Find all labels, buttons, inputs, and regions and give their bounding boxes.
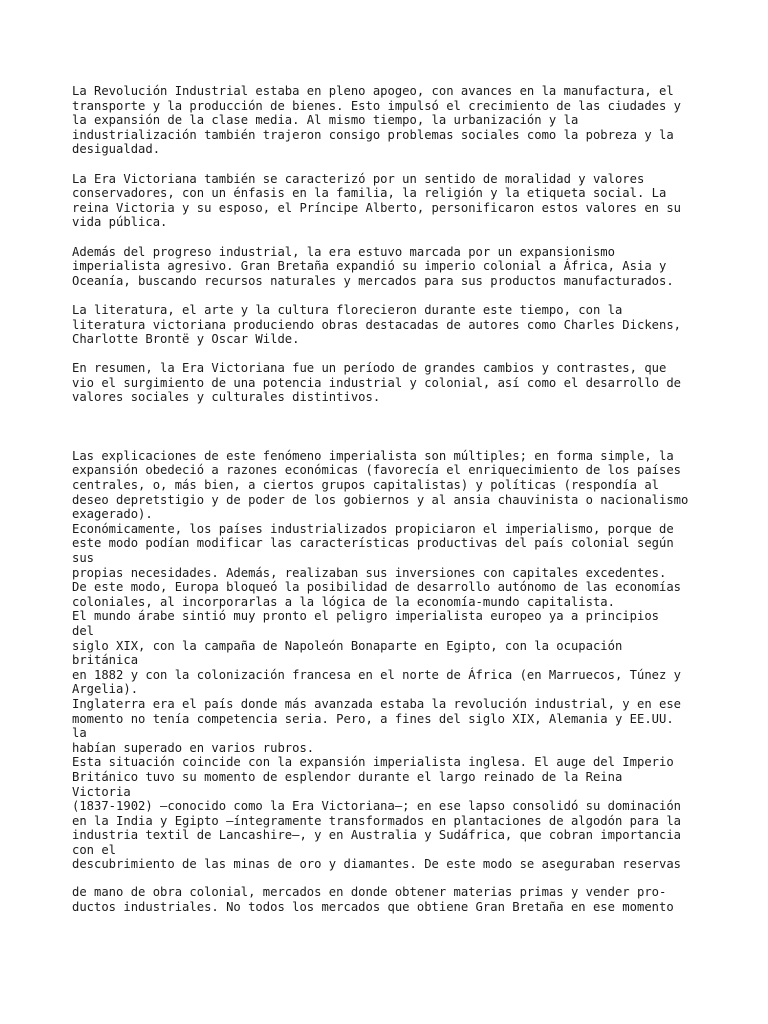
text-line: descubrimiento de las minas de oro y diamantes. De este modo se aseguraban reservas — [72, 857, 682, 872]
text-line: la expansión de la clase media. Al mismo tiempo, la urbanización y la — [72, 113, 579, 128]
text-line: (1837-1902) –conocido como la Era Victoriana–; en ese lapso consolidó su dominación — [72, 799, 682, 814]
text-line: Británico tuvo su momento de esplendor durante el largo reinado de la Reina — [72, 769, 623, 784]
text-line: del — [72, 623, 95, 638]
paragraph — [72, 172, 712, 230]
text-line: Esta situación coincide con la expansión imperialista inglesa. El auge del Imperio — [72, 755, 674, 770]
text-line: imperialista agresivo. Gran Bretaña expandió su imperio colonial a África, Asia y — [72, 259, 667, 274]
text-line: valores sociales y culturales distintivos. — [72, 390, 381, 405]
text-line: La literatura, el arte y la cultura florecieron durante este tiempo, con la — [72, 302, 623, 317]
text-line: habían superado en varios rubros. — [72, 740, 315, 755]
text-line: desigualdad. — [72, 142, 161, 157]
document-page — [72, 84, 712, 914]
paragraph-spacer — [72, 230, 712, 245]
section-imperialism — [72, 449, 712, 872]
text-line: expansión obedeció a razones económicas (favorecía el enriquecimiento de los países — [72, 463, 682, 478]
text-line: En resumen, la Era Victoriana fue un período de grandes cambios y contrastes, que — [72, 361, 667, 376]
paragraph — [72, 84, 712, 157]
text-line: Victoria — [72, 784, 131, 799]
text-line: ductos industriales. No todos los mercados que obtiene Gran Bretaña en ese momento — [72, 899, 674, 914]
section-spacer — [72, 872, 712, 885]
paragraph-spacer — [72, 288, 712, 303]
paragraph — [72, 245, 712, 289]
text-line: deseo depretstigio y de poder de los gobiernos y al ansia chauvinista o nacionalismo — [72, 492, 689, 507]
text-line: industrialización también trajeron consigo problemas sociales como la pobreza y la — [72, 127, 674, 142]
text-line: Económicamente, los países industrializados propiciaron el imperialismo, porque de — [72, 521, 674, 536]
text-line: Charlotte Brontë y Oscar Wilde. — [72, 332, 300, 347]
text-line: literatura victoriana produciendo obras destacadas de autores como Charles Dickens, — [72, 317, 682, 332]
text-line: propias necesidades. Además, realizaban sus inversiones con capitales excedentes. — [72, 565, 667, 580]
text-line: Inglaterra era el país donde más avanzada estaba la revolución industrial, y en ese — [72, 696, 682, 711]
text-line: británica — [72, 653, 139, 668]
text-line: conservadores, con un énfasis en la familia, la religión y la etiqueta social. La — [72, 186, 667, 201]
text-line: reina Victoria y su esposo, el Príncipe Alberto, personificaron estos valores en su — [72, 200, 682, 215]
text-line: coloniales, al incorporarlas a la lógica de la economía-mundo capitalista. — [72, 594, 615, 609]
section-victorian-summary — [72, 84, 712, 405]
text-line: vida pública. — [72, 215, 168, 230]
text-line: la — [72, 726, 87, 741]
text-line: Oceanía, buscando recursos naturales y mercados para sus productos manufacturados. — [72, 273, 674, 288]
paragraph-spacer — [72, 347, 712, 362]
text-line: Además del progreso industrial, la era estuvo marcada por un expansionismo — [72, 244, 615, 259]
text-line: en la India y Egipto –íntegramente transformados en plantaciones de algodón para la — [72, 813, 682, 828]
text-line: Las explicaciones de este fenómeno imperialista son múltiples; en forma simple, la — [72, 448, 674, 463]
text-line: El mundo árabe sintió muy pronto el peligro imperialista europeo ya a principios — [72, 609, 659, 624]
text-line: transporte y la producción de bienes. Esto impulsó el crecimiento de las ciudades y — [72, 98, 682, 113]
text-line: siglo XIX, con la campaña de Napoleón Bonaparte en Egipto, con la ocupación — [72, 638, 623, 653]
text-line: De este modo, Europa bloqueó la posibilidad de desarrollo autónomo de las economías — [72, 580, 682, 595]
text-line: sus — [72, 551, 95, 566]
text-line: industria textil de Lancashire–, y en Australia y Sudáfrica, que cobran importancia — [72, 828, 682, 843]
text-line: momento no tenía competencia seria. Pero, a fines del siglo XIX, Alemania y EE.UU. — [72, 711, 674, 726]
text-line: exagerado). — [72, 507, 153, 522]
text-line: este modo podían modificar las características productivas del país colonial según — [72, 536, 674, 551]
text-line: centrales, o, más bien, a ciertos grupos capitalistas) y políticas (respondía al — [72, 478, 659, 493]
text-line: con el — [72, 842, 117, 857]
text-line: Argelia). — [72, 682, 139, 697]
text-line: de mano de obra colonial, mercados en donde obtener materias primas y vender pro- — [72, 885, 667, 900]
paragraph-spacer — [72, 157, 712, 172]
text-line: La Era Victoriana también se caracterizó por un sentido de moralidad y valores — [72, 171, 645, 186]
paragraph — [72, 303, 712, 347]
text-line: vio el surgimiento de una potencia industrial y colonial, así como el desarrollo de — [72, 375, 682, 390]
text-line: La Revolución Industrial estaba en pleno apogeo, con avances en la manufactura, el — [72, 84, 674, 98]
paragraph — [72, 361, 712, 405]
section-spacer — [72, 405, 712, 449]
text-line: en 1882 y con la colonización francesa en el norte de África (en Marruecos, Túnez y — [72, 667, 682, 682]
section-continuation — [72, 885, 712, 914]
